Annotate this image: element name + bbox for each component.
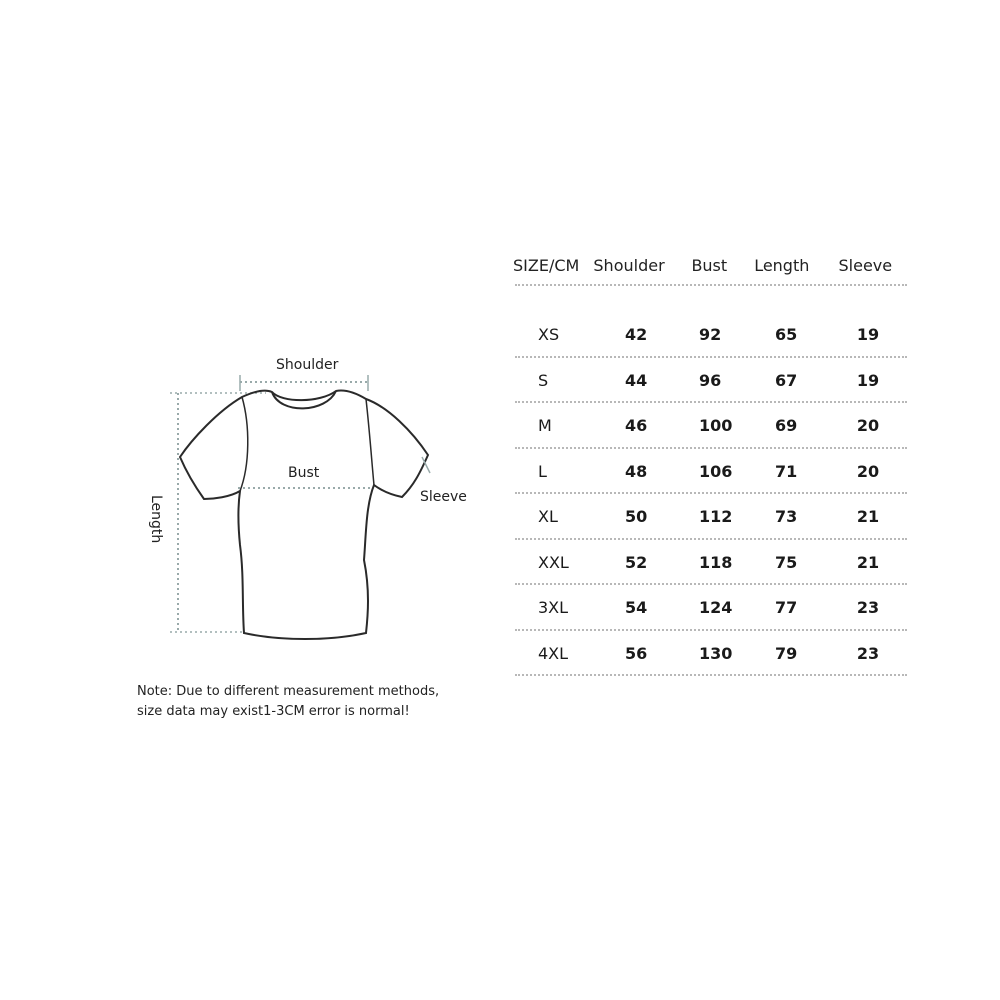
cell-sleeve: 23 — [856, 598, 880, 618]
cell-bust: 112 — [699, 507, 733, 527]
cell-shoulder: 48 — [625, 461, 648, 481]
cell-bust: 130 — [699, 643, 733, 663]
table-header-row — [513, 246, 913, 284]
cell-sleeve: 20 — [856, 461, 880, 481]
cell-bust: 96 — [699, 370, 722, 390]
table-row — [513, 358, 913, 404]
table-row — [513, 449, 913, 495]
cell-shoulder: 42 — [625, 325, 648, 345]
cell-size: S — [538, 370, 549, 390]
header-length: Length — [754, 255, 810, 275]
cell-bust: 100 — [699, 416, 733, 436]
cell-bust: 118 — [699, 552, 733, 572]
cell-sleeve: 23 — [856, 643, 880, 663]
cell-bust: 92 — [699, 325, 722, 345]
note-line-2: size data may exist1-3CM error is normal! — [137, 704, 410, 719]
header-bust: Bust — [691, 255, 728, 275]
cell-length: 75 — [775, 552, 798, 572]
table-row — [513, 585, 913, 631]
tshirt-measurement-diagram — [130, 345, 490, 645]
cell-length: 73 — [775, 507, 798, 527]
cell-sleeve: 20 — [856, 416, 880, 436]
cell-shoulder: 44 — [625, 370, 648, 390]
row-divider — [515, 674, 907, 676]
cell-shoulder: 52 — [625, 552, 648, 572]
cell-size: XS — [538, 325, 560, 345]
table-row — [513, 403, 913, 449]
bust-label: Bust — [288, 465, 320, 481]
cell-size: L — [538, 461, 547, 481]
header-size: SIZE/CM — [513, 255, 580, 275]
table-row — [513, 494, 913, 540]
cell-size: XXL — [538, 552, 569, 572]
cell-sleeve: 21 — [856, 507, 880, 527]
table-row — [513, 540, 913, 586]
cell-length: 71 — [775, 461, 798, 481]
cell-length: 77 — [775, 598, 798, 618]
size-chart-table — [513, 246, 913, 676]
cell-bust: 106 — [699, 461, 733, 481]
cell-length: 65 — [775, 325, 798, 345]
cell-length: 79 — [775, 643, 798, 663]
cell-shoulder: 54 — [625, 598, 648, 618]
header-sleeve: Sleeve — [838, 255, 893, 275]
cell-sleeve: 19 — [856, 325, 880, 345]
cell-shoulder: 50 — [625, 507, 648, 527]
table-row — [513, 631, 913, 677]
header-divider — [515, 284, 907, 286]
cell-shoulder: 56 — [625, 643, 648, 663]
cell-size: 3XL — [538, 598, 569, 618]
shoulder-label: Shoulder — [276, 357, 339, 373]
cell-length: 69 — [775, 416, 798, 436]
cell-size: M — [538, 416, 552, 436]
table-row — [513, 312, 913, 358]
cell-size: 4XL — [538, 643, 569, 663]
cell-sleeve: 21 — [856, 552, 880, 572]
cell-size: XL — [538, 507, 558, 527]
cell-shoulder: 46 — [625, 416, 648, 436]
cell-sleeve: 19 — [856, 370, 880, 390]
sleeve-label: Sleeve — [420, 489, 467, 505]
measurement-note — [137, 682, 497, 722]
cell-bust: 124 — [699, 598, 733, 618]
note-line-1: Note: Due to different measurement methods, — [137, 684, 440, 699]
header-shoulder: Shoulder — [593, 255, 665, 275]
length-label: Length — [148, 495, 164, 544]
cell-length: 67 — [775, 370, 798, 390]
